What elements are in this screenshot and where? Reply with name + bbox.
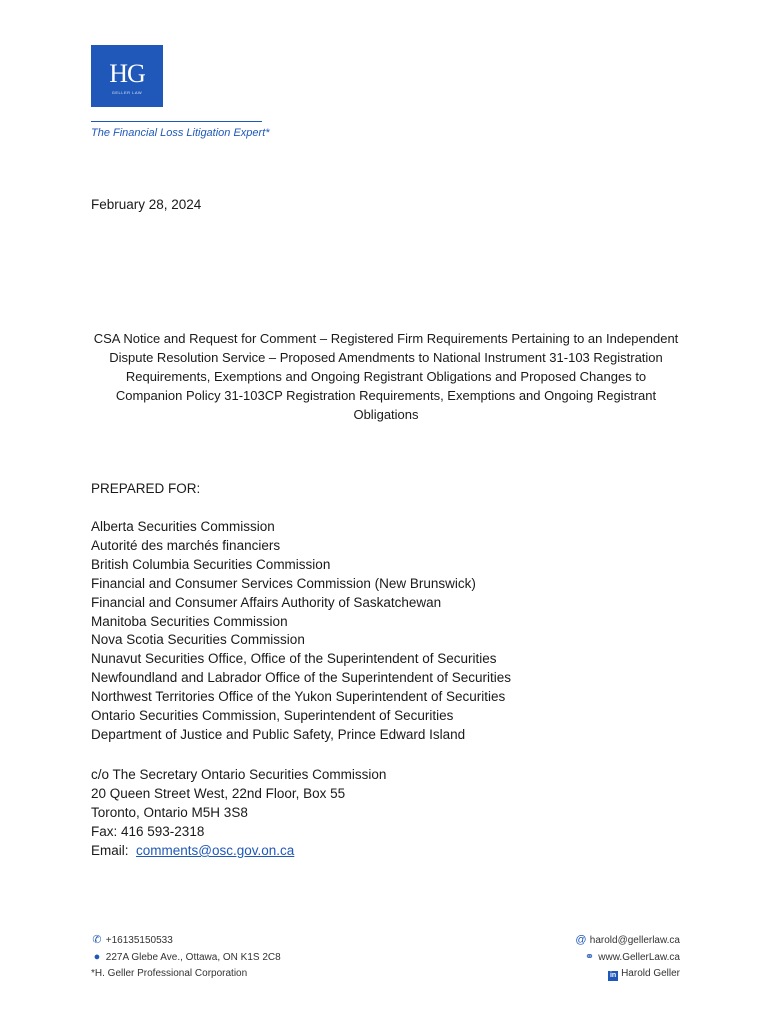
recipient-item: British Columbia Securities Commission [91,556,331,572]
footer-contact-left [91,932,281,982]
recipient-item: Alberta Securities Commission [91,519,275,534]
email-row [91,841,386,860]
recipient-item: Ontario Securities Commission, Superintendent of Securities [91,708,454,724]
footer-phone: ✆ +16135150533 [92,934,173,946]
letterhead-divider [91,121,262,122]
recipient-list [91,518,511,745]
address-line: Toronto, Ontario M5H 3S8 [91,805,248,820]
logo-monogram: HG [109,59,145,88]
letter-subject: CSA Notice and Request for Comment – Registered Firm Requirements Pertaining to an Independent Dispute Resolution Service – Proposed Amendments to National Instrument 31-103 Registration Requirements, Exemptions and Ongoing Registrant Obligations and Proposed Changes to Companion Policy 31-103CP Registration Requirements, Exemptions and Ongoing Registrant Obligations [93,331,679,422]
recipient-item: Nunavut Securities Office, Office of the Superintendent of Securities [91,651,497,667]
recipient-item: Department of Justice and Public Safety, Prince Edward Island [91,726,466,742]
recipient-item: Northwest Territories Office of the Yukon Superintendent of Securities [91,689,506,705]
recipient-item: Autorité des marchés financiers [91,537,281,553]
recipient-item: Financial and Consumer Services Commission (New Brunswick) [91,575,476,591]
footer-street: ● 227A Glebe Ave., Ottawa, ON K1S 2C8 [91,949,281,966]
globe-icon: ⚭ [584,951,595,963]
recipient-item: Financial and Consumer Affairs Authority of Saskatchewan [91,594,442,610]
recipient-item: Manitoba Securities Commission [91,613,288,629]
letterhead-tagline: The Financial Loss Litigation Expert* [91,127,270,139]
recipient-item: Nova Scotia Securities Commission [91,632,305,648]
footer-contact-right [575,932,680,982]
prepared-for-label: PREPARED FOR: [91,481,201,496]
footer-linkedin[interactable]: in Harold Geller [609,968,680,979]
footer-email[interactable]: @ harold@gellerlaw.ca [575,934,680,946]
fax-number: Fax: 416 593-2318 [91,824,205,839]
recipient-item: Newfoundland and Labrador Office of the Superintendent of Securities [91,670,512,686]
linkedin-icon: in [609,972,617,979]
email-label: Email: [91,843,129,858]
logo-subtext: GELLER LAW [111,90,143,95]
email-link[interactable]: comments@osc.gov.on.ca [136,843,295,858]
address-line: 20 Queen Street West, 22nd Floor, Box 55 [91,786,346,801]
phone-icon: ✆ [92,934,102,946]
footer-corp-note: *H. Geller Professional Corporation [91,968,248,979]
at-sign-icon: @ [575,934,587,946]
letter-date: February 28, 2024 [91,197,202,212]
address-line: c/o The Secretary Ontario Securities Commission [91,767,387,782]
mailing-address [91,765,386,860]
location-pin-icon: ● [93,951,101,963]
company-logo [91,45,163,107]
footer-website[interactable]: ⚭ www.GellerLaw.ca [584,951,680,963]
